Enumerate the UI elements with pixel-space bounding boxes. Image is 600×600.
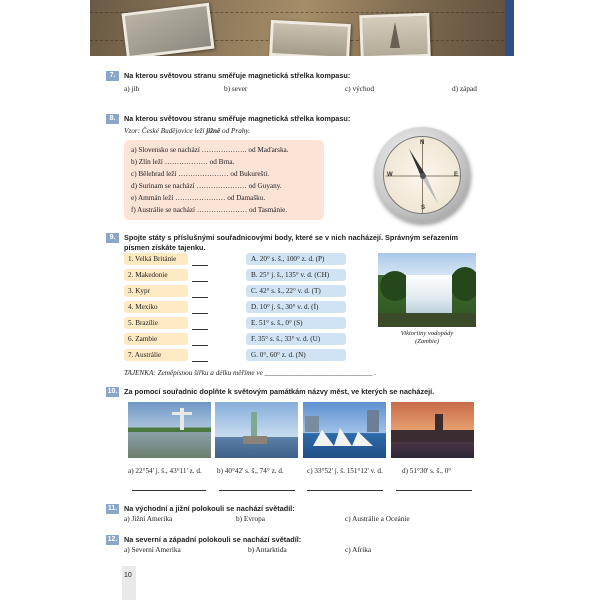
country-label: 2. Makedonie — [124, 269, 188, 281]
vintage-photo — [122, 3, 215, 56]
fill-in-line[interactable]: c) Bělehrad leží ………………… od Bukurešti. — [131, 170, 270, 178]
london-photo — [391, 402, 474, 458]
opera-house-shape — [313, 428, 373, 446]
answer-blank[interactable] — [192, 265, 208, 266]
question-7-option[interactable]: b) sever — [224, 84, 248, 93]
question-7-text: Na kterou světovou stranu směřuje magnetická střelka kompasu: — [124, 71, 351, 80]
country-label: 3. Kypr — [124, 285, 188, 297]
city-shape — [128, 432, 211, 458]
question-8-text: Na kterou světovou stranu směřuje magnetická střelka kompasu: — [124, 114, 351, 123]
new-york-photo — [215, 402, 298, 458]
fill-in-line[interactable]: f) Austrálie se nachází ………………… od Tasmánie. — [131, 206, 288, 214]
tajenka-line[interactable]: TAJENKA: Zeměpisnou šířku a délku měříme ve ______________________________ . — [124, 369, 376, 377]
question-12-option[interactable]: c) Afrika — [345, 545, 372, 554]
victoria-falls-photo — [378, 253, 476, 327]
compass-east-label: E — [454, 172, 459, 178]
question-11-option[interactable]: b) Evropa — [236, 514, 265, 523]
caption-line: (Zambie) — [415, 338, 439, 345]
answer-blank[interactable] — [192, 297, 208, 298]
coordinate-label: E. 51° s. š., 0° (S) — [246, 317, 346, 329]
example-prefix: Vzor: České Budějovice leží — [124, 127, 207, 135]
question-number: 12. — [107, 536, 118, 543]
sydney-photo — [303, 402, 386, 458]
example-sentence — [124, 127, 250, 135]
example-bold: jižně — [206, 127, 221, 135]
question-7-option[interactable]: a) jih — [124, 84, 140, 93]
coordinate-label: G. 0°, 60° z. d. (N) — [246, 349, 346, 361]
building-shape — [305, 416, 319, 432]
vintage-photo — [269, 20, 351, 56]
answer-line[interactable] — [219, 490, 295, 491]
compass-hub — [420, 173, 426, 179]
coordinate-text: b) 40°42' s. š., 74° z. d. — [217, 467, 284, 475]
compass-face — [383, 136, 461, 214]
country-label: 5. Brazílie — [124, 317, 188, 329]
country-label: 4. Mexiko — [124, 301, 188, 313]
coordinate-text: d) 51°30' s. š., 0° — [402, 467, 452, 475]
tree-shape — [450, 267, 476, 301]
coordinate-label: F. 35° s. š., 33° v. d. (U) — [246, 333, 346, 345]
statue-of-liberty-shape — [251, 412, 257, 438]
question-10-text: Za pomocí souřadnic doplňte k světovým památkám názvy měst, ve kterých se nacházejí. — [124, 387, 435, 396]
coordinate-label: A. 20° s. š., 100° z. d. (P) — [246, 253, 346, 265]
question-9-text: písmen získáte tajenku. — [124, 243, 206, 252]
question-11-option[interactable]: c) Austrálie a Oceánie — [345, 514, 410, 523]
answer-blank[interactable] — [192, 345, 208, 346]
fill-in-line[interactable]: a) Slovensko se nachází ………………. od Maďarska. — [131, 146, 289, 154]
rio-de-janeiro-photo — [128, 402, 211, 458]
cliff-shape — [378, 313, 476, 327]
pedestal-shape — [243, 436, 267, 444]
question-12-option[interactable]: b) Antarktida — [248, 545, 287, 554]
country-label: 7. Austrálie — [124, 349, 188, 361]
question-number: 9. — [106, 233, 119, 243]
building-shape — [367, 410, 379, 432]
answer-line[interactable] — [132, 490, 206, 491]
page-number: 10 — [124, 572, 132, 579]
answer-blank[interactable] — [192, 329, 208, 330]
compass-west-label: W — [387, 172, 393, 178]
coordinate-text: c) 33°52' j. š. 151°12' v. d. — [307, 467, 383, 475]
compass-south-label: S — [421, 205, 426, 211]
answer-blank[interactable] — [192, 313, 208, 314]
question-number: 10. — [107, 388, 118, 395]
question-7-option[interactable]: d) západ — [452, 84, 477, 93]
question-number: 11. — [107, 505, 118, 512]
coordinate-label: B. 25° j. š., 135° v. d. (CH) — [246, 269, 346, 281]
header-banner-image — [90, 0, 514, 56]
side-stripe — [505, 0, 514, 56]
compass-north-label: N — [420, 140, 425, 146]
coordinate-label: C. 42° s. š., 22° v. d. (T) — [246, 285, 346, 297]
christ-statue-arms — [172, 412, 192, 415]
question-12-option[interactable]: a) Severní Amerika — [124, 545, 181, 554]
question-11-option[interactable]: a) Jižní Amerika — [124, 514, 173, 523]
fill-in-line[interactable]: d) Surinam se nachází ………………… od Guyany. — [131, 182, 282, 190]
compass-image — [374, 127, 470, 223]
question-12-text: Na severní a západní polokouli se nachází světadíl: — [124, 535, 302, 544]
answer-blank[interactable] — [192, 281, 208, 282]
question-9-text: Spojte státy s příslušnými souřadnicovými body, které se v nich nacházejí. Správným seřazením — [124, 233, 459, 242]
answer-line[interactable] — [307, 490, 383, 491]
example-suffix: od Prahy. — [220, 127, 250, 135]
caption-line: Viktoriiny vodopády — [400, 330, 454, 337]
fill-in-line[interactable]: e) Ammán leží ………………… od Damašku. — [131, 194, 266, 202]
coordinate-label: D. 10° j. š., 30° v. d. (Í) — [246, 301, 346, 313]
country-label: 6. Zambie — [124, 333, 188, 345]
question-number: 8. — [106, 114, 119, 124]
question-7-option[interactable]: c) východ — [345, 84, 374, 93]
photo-caption — [378, 330, 476, 346]
question-number: 7. — [106, 71, 119, 81]
answer-line[interactable] — [396, 490, 472, 491]
waterfall-shape — [406, 275, 452, 315]
answer-blank[interactable] — [192, 361, 208, 362]
country-label: 1. Velká Británie — [124, 253, 188, 265]
question-11-text: Na východní a jižní polokouli se nachází světadíl: — [124, 504, 295, 513]
fill-in-line[interactable]: b) Zlín leží ……………… od Brna. — [131, 158, 235, 166]
fill-in-box — [124, 140, 324, 220]
parliament-shape — [391, 430, 474, 442]
coordinate-text: a) 22°54' j. š., 43°11' z. d. — [128, 467, 202, 475]
